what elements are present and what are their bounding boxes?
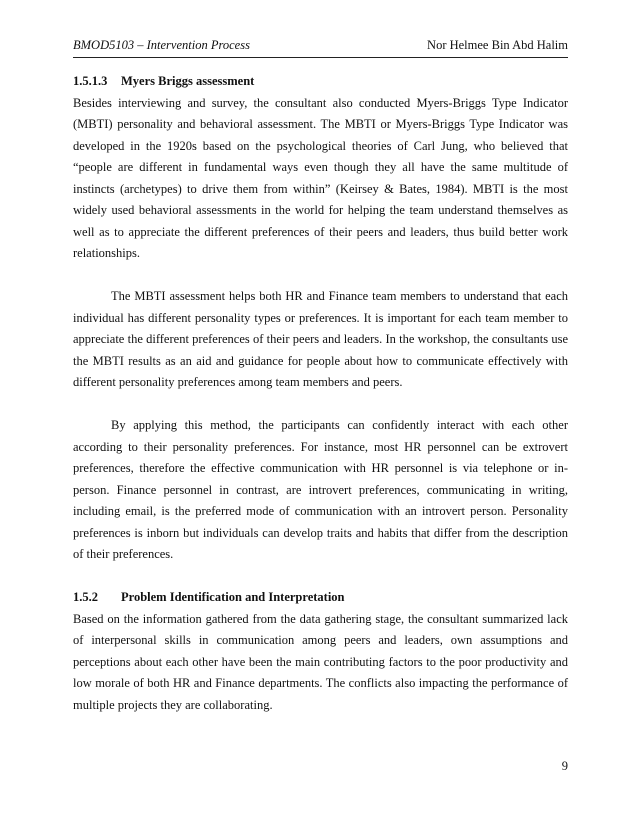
section-title: Myers Briggs assessment	[121, 74, 255, 88]
section-heading-myers-briggs	[73, 71, 568, 93]
header-divider	[73, 57, 568, 58]
section-heading-problem-identification	[73, 587, 568, 609]
paragraph-spacer	[73, 394, 568, 416]
paragraph-spacer	[73, 566, 568, 588]
page-content	[73, 71, 568, 716]
section-title: Problem Identification and Interpretation	[121, 590, 345, 604]
paragraph-problem-summary: Based on the information gathered from the data gathering stage, the consultant summarized lack of interpersonal skills in communication among peers and leaders, own assumptions and perceptions about each other have been the main contributing factors to the poor productivity and low morale of both HR and Finance departments. The conflicts also impacting the performance of multiple projects they are collaborating.	[73, 611, 568, 712]
header-course-title: BMOD5103 – Intervention Process	[73, 38, 250, 52]
paragraph-applying-method: By applying this method, the participants can confidently interact with each other according to their personality preferences. For instance, most HR personnel can be extrovert preferences, therefore the effective communication with HR personnel is via telephone or in-person. Finance personnel in contrast, are introvert preferences, communicating in writing, including email, is the preferred mode of communication with an introvert person. Personality preferences is inborn but individuals can develop traits and habits that differ from the description of their preferences.	[73, 418, 568, 561]
paragraph-mbti-helps: The MBTI assessment helps both HR and Finance team members to understand that each individual has different personality types or preferences. It is important for each team member to appreciate the different preferences of their peers and leaders. In the workshop, the consultants use the MBTI results as an aid and guidance for people about how to communicate effectively with different personality preferences among team members and peers.	[73, 289, 568, 389]
header-author-name: Nor Helmee Bin Abd Halim	[427, 38, 568, 52]
paragraph-spacer	[73, 265, 568, 287]
section-number: 1.5.2	[73, 590, 98, 604]
paragraph-mbti-intro: Besides interviewing and survey, the consultant also conducted Myers-Briggs Type Indicator (MBTI) personality and behavioral assessment. The MBTI or Myers-Briggs Type Indicator was developed in the 1920s based on the psychological theories of Carl Jung, who believed that “people are different in fundamental ways even though they all have the same multitude of instincts (archetypes) to drive them from within” (Keirsey & Bates, 1984). MBTI is the most widely used behavioral assessments in the world for helping the team understand themselves as well as to appreciate the different preferences of their peers and leaders, thus build better work relationships.	[73, 95, 568, 260]
section-number: 1.5.1.3	[73, 74, 108, 88]
page-header	[73, 37, 568, 53]
page-number: 9	[561, 759, 568, 773]
